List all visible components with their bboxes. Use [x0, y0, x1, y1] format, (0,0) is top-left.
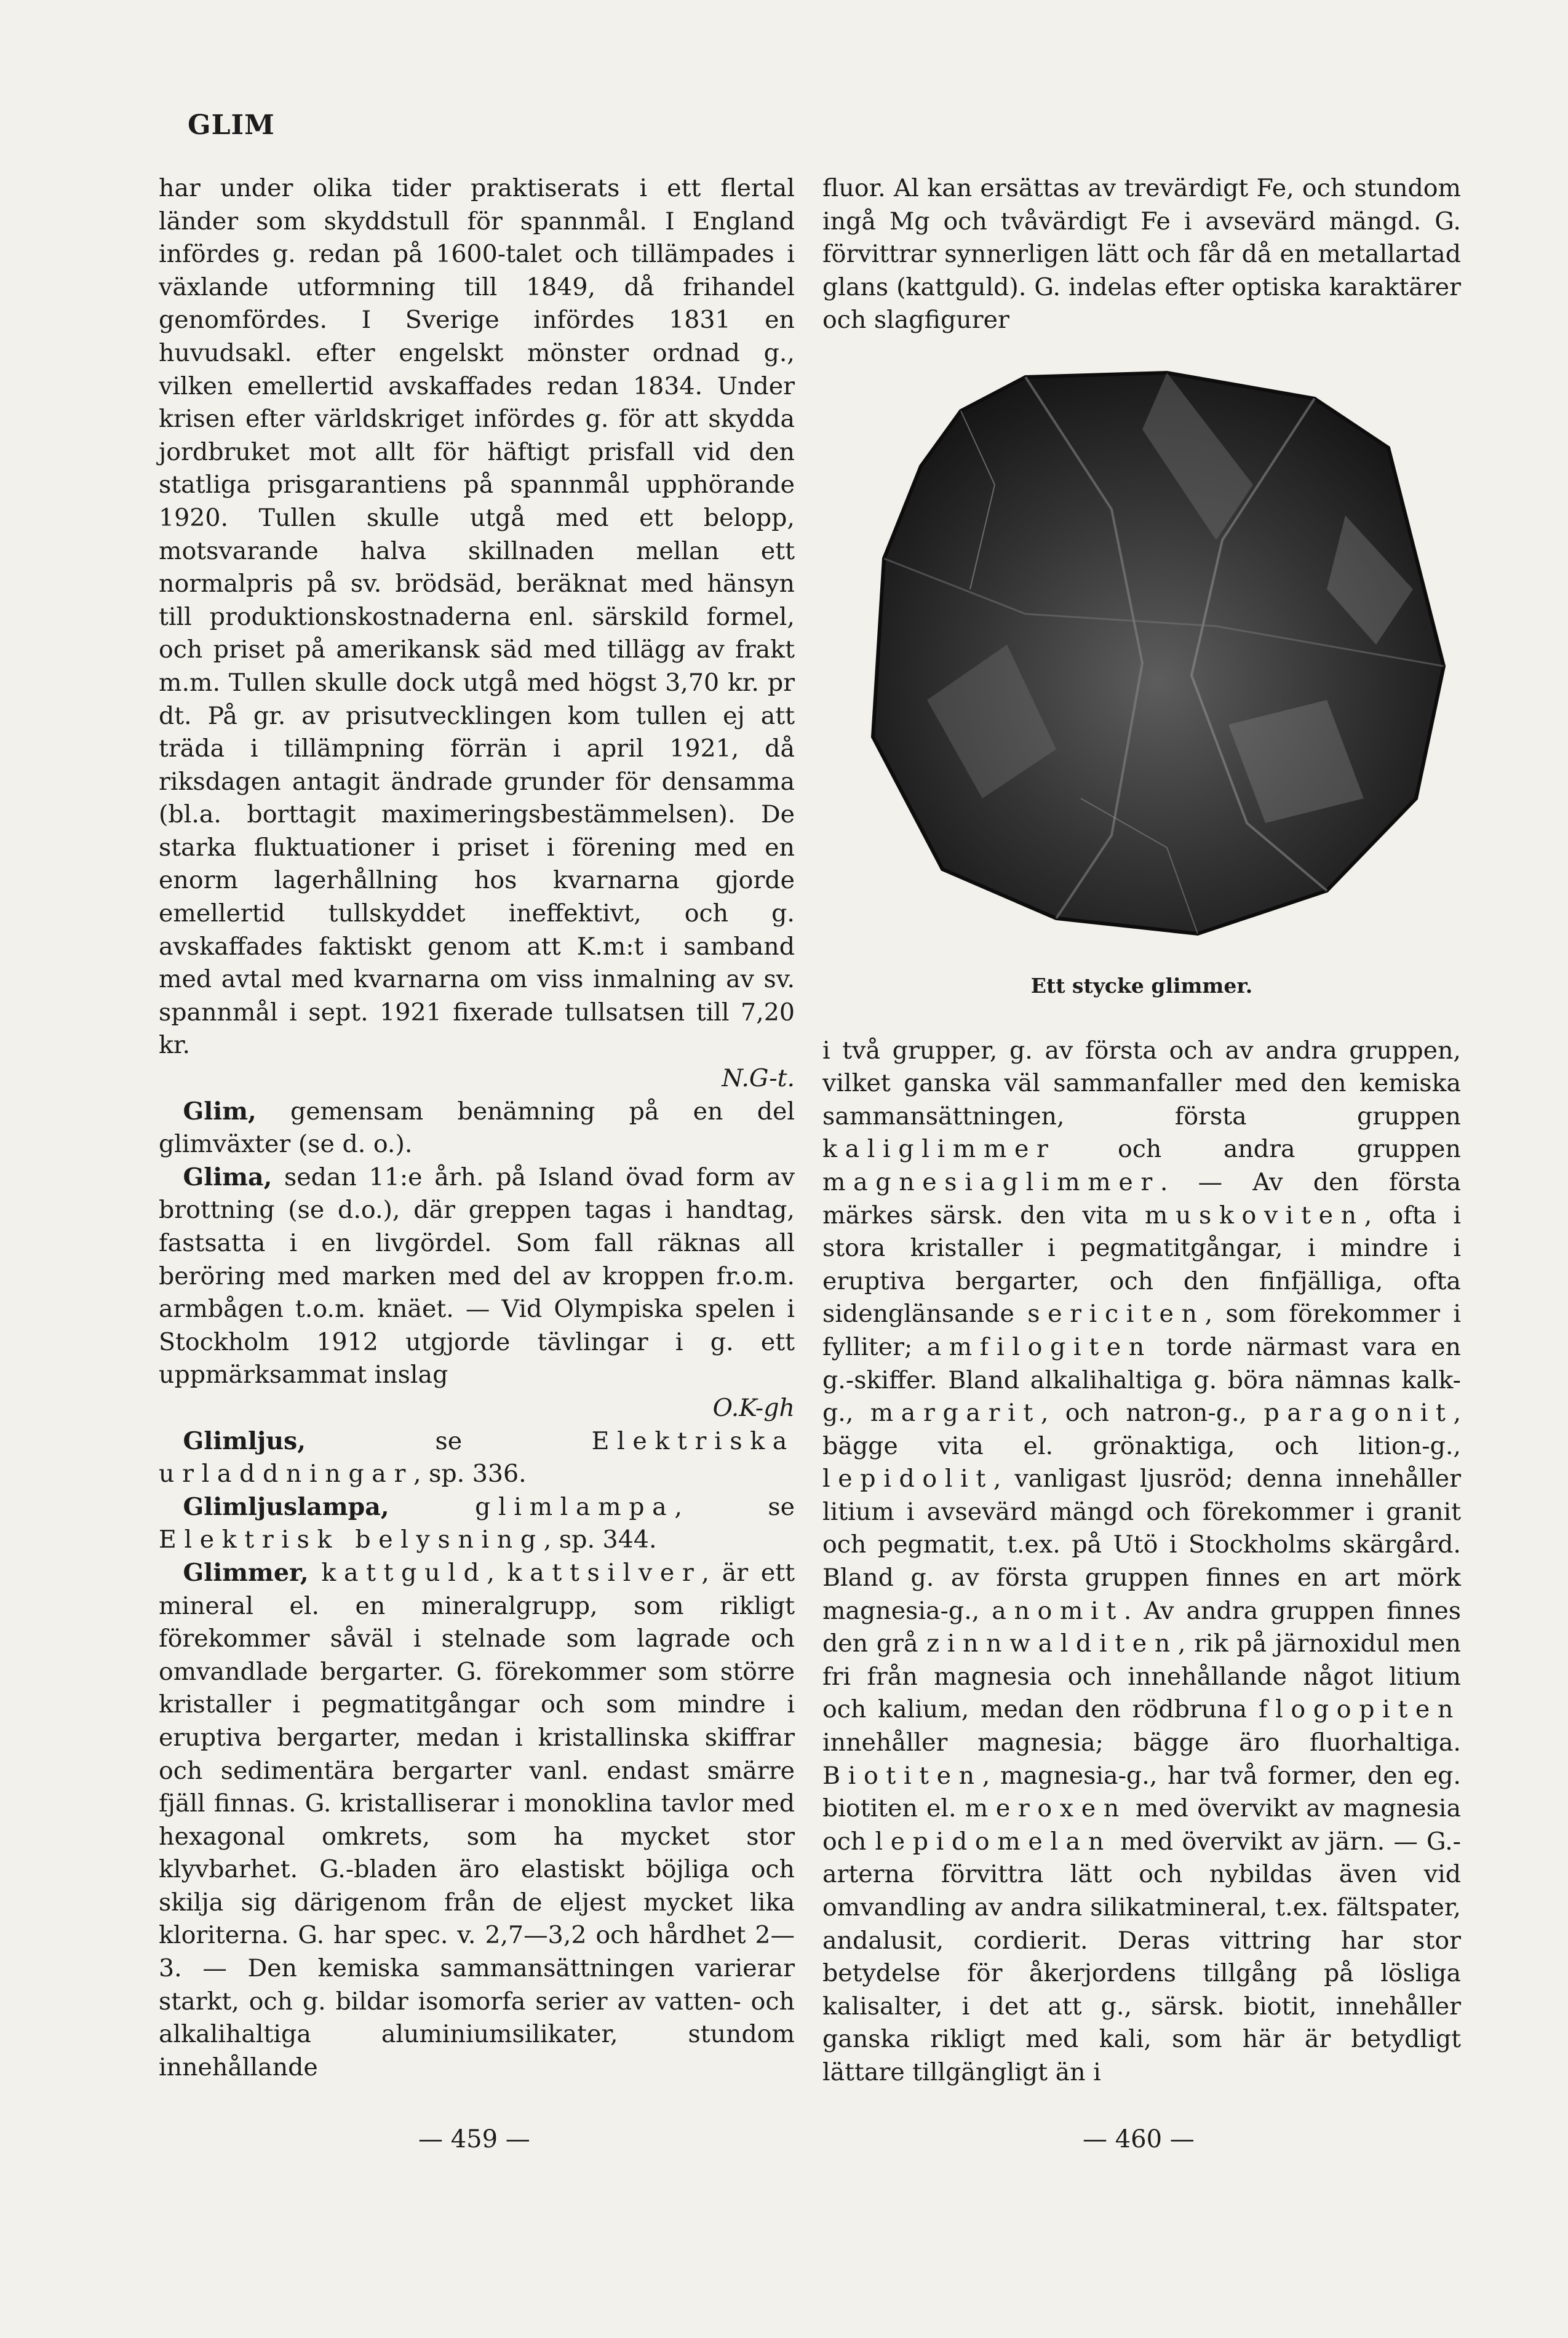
glimmer-tull-continuation [159, 172, 795, 1095]
term-muskoviten: muskoviten [1144, 1201, 1364, 1230]
text-run: , vanligast ljusröd; denna innehåller litium i avsevärd mängd och förekommer i granit och pegmatit, t.ex. på Utö i Stockholms skärgård. Bland g. av första gruppen finnes en art mörk magnesia-g., [822, 1465, 1461, 1625]
see-text: se [306, 1426, 592, 1455]
text-run: innehåller magnesia; bägge äro fluorhaltiga. [822, 1728, 1461, 1757]
headword-glimljus: Glimljus, [183, 1426, 306, 1455]
term-meroxen: meroxen [965, 1794, 1127, 1823]
term-amfilogiten: amfilogiten [926, 1332, 1152, 1361]
term-kaliglimmer: kaliglimmer [822, 1135, 1056, 1164]
entry-glimljuslampa [159, 1491, 795, 1557]
text-run: , som förekommer i fylliter; [822, 1300, 1461, 1361]
text-run: i två grupper, g. av första och av andra gruppen, vilket ganska väl sammanfaller med den kemiska sammansättningen, första gruppen [822, 1036, 1461, 1131]
text-run: , rik på järnoxidul men fri från magnesia och innehållande något litium och kalium, medan den rödbruna [822, 1629, 1461, 1724]
entry-glima [159, 1161, 795, 1425]
term-flogopiten: flogopiten [1258, 1695, 1461, 1724]
synonym: glimlampa [475, 1492, 675, 1521]
author-signature: O.K-gh [712, 1393, 795, 1422]
running-head: GLIM [188, 109, 275, 141]
headword-glim: Glim, [183, 1097, 257, 1126]
author-signature: N.G-t. [722, 1064, 795, 1093]
entry-glimljus [159, 1425, 795, 1491]
headword-glimljuslampa: Glimljuslampa, [183, 1492, 389, 1521]
mica-crystal-image [822, 356, 1461, 958]
text-run: och andra gruppen [1056, 1135, 1461, 1164]
mica-photograph [822, 356, 1461, 958]
glimmer-groups-text [822, 1035, 1461, 2089]
synonym: kattsilver [507, 1558, 702, 1587]
entry-text: gemensam benämning på en del glimväxter (se d. o.). [159, 1097, 795, 1159]
term-sericiten: sericiten [1027, 1300, 1205, 1329]
entry-text: , är ett mineral el. en mineralgrupp, som rikligt förekommer såväl i stelnade som lagrade och omvandlade bergarter. G. förekommer som större kristaller i pegmatitgångar och som mindre i eruptiva bergarter, medan i kristallinska skiffrar och sedimentära bergarter vanl. endast smärre fjäll finnas. G. kristalliserar i monoklina tavlor med hexagonal omkrets, som ha mycket stor klyvbarhet. G.-bladen äro elastiskt böjliga och skilja sig därigenom från de eljest mycket lika kloriterna. G. har spec. v. 2,7—3,2 och hårdhet 2—3. — Den kemiska sammansättningen varierar starkt, och g. bildar isomorfa serier av vatten- och alkalihaltiga aluminiumsilikater, stundom innehållande [159, 1558, 795, 2082]
text-run: med övervikt av järn. — G.-arterna förvittra lätt och nybildas även vid omvandling av andra silikatmineral, t.ex. fältspater, andalusit, cordierit. Deras vittring har stor betydelse för åkerjordens tillgång på lösliga kalisalter, i det att g., särsk. biotit, innehåller ganska rikligt med kali, som här är betydligt lättare tillgängligt än i [822, 1827, 1461, 2086]
term-margarit: margarit [870, 1399, 1041, 1428]
entry-glimmer [159, 1557, 795, 2085]
text-run: . Av andra gruppen finnes den grå [822, 1596, 1462, 1658]
term-lepidolit: lepidolit [822, 1465, 993, 1493]
see-text: , se [674, 1492, 795, 1521]
synonym: kattguld [321, 1558, 487, 1587]
entry-text: sedan 11:e årh. på Island övad form av brottning (se d.o.), där greppen tagas i handtag, fastsatta i en livgördel. Som fall räknas all beröring med marken med del av kroppen fr.o.m. armbågen t.o.m. knäet. — Vid Olympiska spelen i Stockholm 1912 utgjorde tävlingar i g. ett uppmärksammat inslag [159, 1163, 795, 1390]
cross-reference: Elektriska urladdningar [159, 1426, 795, 1489]
term-biotiten: Biotiten [822, 1761, 982, 1790]
text-run: , bägge vita el. grönaktiga, och lition-g., [822, 1399, 1461, 1460]
reference-tail: , sp. 344. [543, 1525, 657, 1554]
page-number-right: — 460 — [1083, 2125, 1195, 2153]
term-lepidomelan: lepidomelan [875, 1827, 1112, 1856]
term-anomit: anomit [992, 1596, 1124, 1625]
reference-tail: , sp. 336. [413, 1460, 527, 1489]
headword-glima: Glima, [183, 1163, 273, 1191]
text-run: , magnesia-g., har två former, den eg. biotiten el. [822, 1761, 1461, 1823]
term-zinnwalditen: zinnwalditen [926, 1629, 1178, 1658]
text-run: torde närmast vara en g.-skiffer. Bland alkalihaltiga g. böra nämnas kalk-g., [822, 1332, 1461, 1428]
text-run: med övervikt av magnesia och [822, 1794, 1461, 1856]
paragraph-text: har under olika tider praktiserats i ett flertal länder som skyddstull för spannmål. I England infördes g. redan på 1600-talet och tillämpades i växlande utformning till 1849, då frihandel genomfördes. I Sverige infördes 1831 en huvudsakl. efter engelskt mönster ordnad g., vilken emellertid avskaffades redan 1834. Under krisen efter världskriget infördes g. för att skydda jordbruket mot allt för häftigt prisfall vid den statliga prisgarantiens på spannmål upphörande 1920. Tullen skulle utgå med ett belopp, motsvarande halva skillnaden mellan ett normalpris på sv. brödsäd, beräknat med hänsyn till produktionskostnaderna enl. särskild formel, och priset på amerikansk säd med tillägg av frakt m.m. Tullen skulle dock utgå med högst 3,70 kr. pr dt. På gr. av prisutvecklingen kom tullen ej att träda i tillämpning förrän i april 1921, då riksdagen antagit ändrade grunder för densamma (bl.a. borttagit maximeringsbestämmelsen). De starka fluktuationer i priset i förening med en enorm lagerhållning hos kvarnarna gjorde emellertid tullskyddet ineffektivt, och g. avskaffades faktiskt genom att K.m:t i samband med avtal med kvarnarna om viss inmalning av sv. spannmål i sept. 1921 fixerade tullsatsen till 7,20 kr. [159, 174, 795, 1060]
headword-glimmer: Glimmer, [183, 1558, 309, 1587]
separator: , [487, 1558, 507, 1587]
term-magnesiaglimmer: magnesiaglimmer [822, 1167, 1160, 1196]
entry-glim [159, 1095, 795, 1161]
cross-reference: Elektrisk belysning [159, 1525, 544, 1554]
left-column [159, 172, 795, 2084]
text-run: . — Av den första märkes särsk. den vita [822, 1167, 1461, 1230]
text-run: , och natron-g., [1040, 1399, 1264, 1428]
term-paragonit: paragonit [1264, 1399, 1454, 1428]
text-run: , ofta i stora kristaller i pegmatitgångar, i mindre i eruptiva bergarter, och den finfjälliga, ofta sidenglänsande [822, 1201, 1461, 1329]
figure-caption: Ett stycke glimmer. [1030, 973, 1253, 998]
glimmer-continuation: fluor. Al kan ersättas av trevärdigt Fe, och stundom ingå Mg och tvåvärdigt Fe i avsevärd mängd. G. förvittrar synnerligen lätt och får då en metallartad glans (kattguld). G. indelas efter optiska karaktärer och slagfigurer [822, 174, 1461, 335]
right-column [822, 172, 1461, 2089]
page-number-left: — 459 — [418, 2125, 530, 2153]
